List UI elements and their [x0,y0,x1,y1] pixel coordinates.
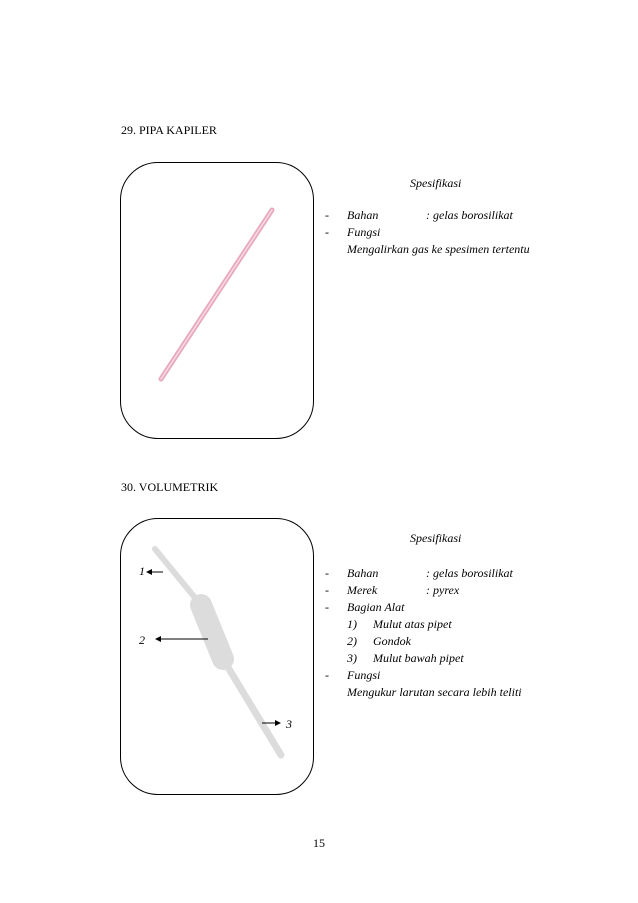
part-text: Mulut bawah pipet [373,651,464,665]
bullet-dash: - [325,668,329,682]
section-29-spec-list [325,207,625,258]
section-29-spec-title: Spesifikasi [410,176,462,190]
volumetrik-illustration [121,519,313,794]
callout-1-label: 1 [139,564,145,578]
pipette-bulb [201,605,223,659]
list-item [325,616,625,633]
spec-row-merek [325,582,625,599]
part-number: 2) [347,634,357,648]
pipa-kapiler-illustration [121,163,313,438]
part-number: 1) [347,617,357,631]
spec-merek-label: Merek [347,583,378,597]
capillary-tube-bore [161,210,272,379]
section-30-spec-title: Spesifikasi [410,531,462,545]
bullet-dash: - [325,566,329,580]
spec-row-fungsi [325,667,625,684]
callout-1-arrowhead [146,569,152,575]
spec-fungsi-label: Fungsi [347,225,381,239]
spec-bahan-value: : gelas borosilikat [426,208,513,222]
page-number: 15 [313,836,325,850]
spec-bahan-value: : gelas borosilikat [426,566,513,580]
callout-2-arrowhead [155,636,161,642]
bullet-dash: - [325,225,329,239]
bullet-dash: - [325,583,329,597]
part-text: Mulut atas pipet [373,617,452,631]
bullet-dash: - [325,600,329,614]
part-number: 3) [347,651,357,665]
spec-row-fungsi [325,224,625,241]
section-29-heading: 29. PIPA KAPILER [121,123,217,137]
section-30-spec-list [325,565,625,701]
pipa-kapiler-image-frame [120,162,314,439]
list-item [325,650,625,667]
spec-row-bagian [325,599,625,616]
section-30-heading: 30. VOLUMETRIK [121,480,219,494]
bullet-dash: - [325,208,329,222]
part-text: Gondok [373,634,411,648]
spec-fungsi-text: Mengukur larutan secara lebih teliti [347,685,522,699]
callout-3-label: 3 [286,717,292,731]
spec-bahan-label: Bahan [347,566,379,580]
callout-2-label: 2 [139,633,145,647]
spec-row-bahan [325,565,625,582]
spec-fungsi-text: Mengalirkan gas ke spesimen tertentu [347,242,530,256]
volumetrik-image-frame [120,518,314,795]
spec-fungsi-label: Fungsi [347,668,381,682]
list-item [325,633,625,650]
spec-row-bahan [325,207,625,224]
spec-bahan-label: Bahan [347,208,379,222]
pipette-lower-stem [223,659,281,755]
callout-3-arrowhead [275,720,281,726]
spec-merek-value: : pyrex [426,583,460,597]
spec-bagian-label: Bagian Alat [347,600,405,614]
